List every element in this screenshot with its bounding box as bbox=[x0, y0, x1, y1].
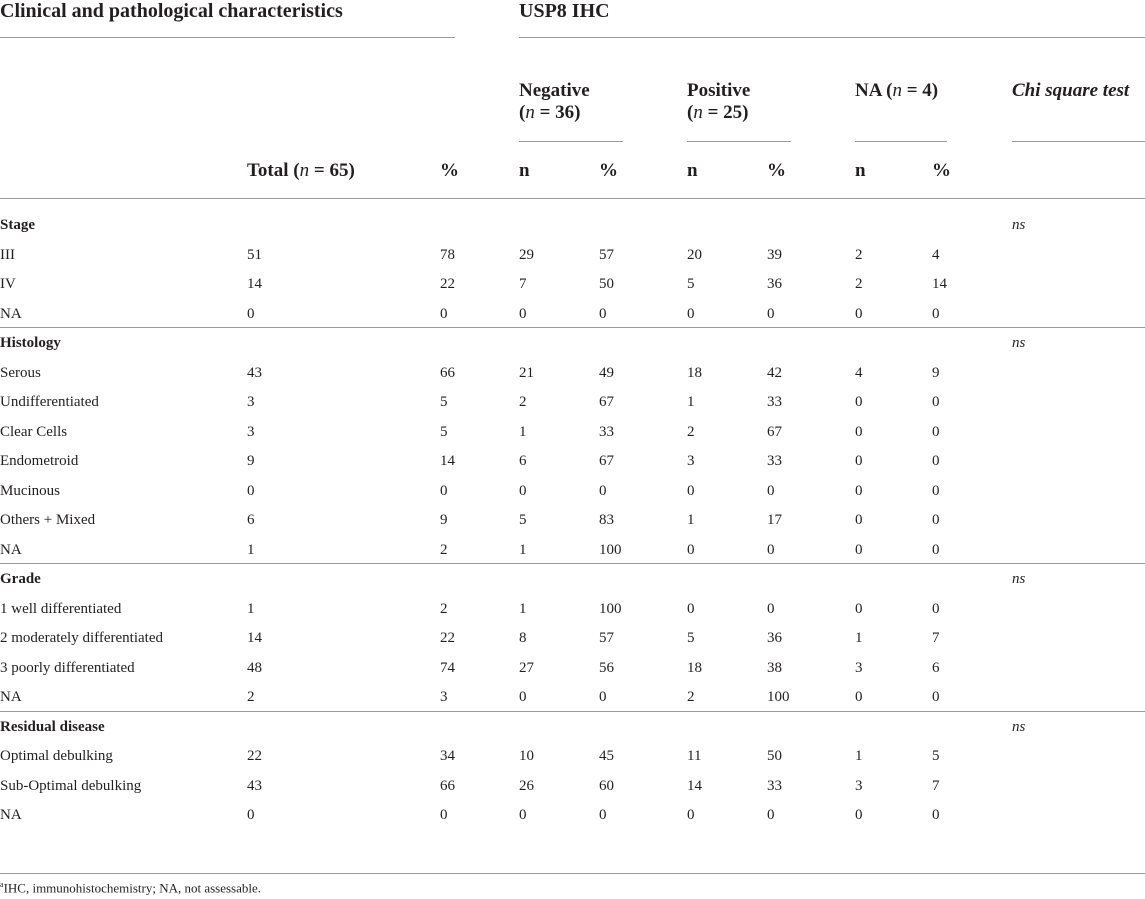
table-cell: 2 bbox=[855, 276, 863, 292]
table-cell: 3 bbox=[247, 423, 255, 440]
section-test-result: ns bbox=[1012, 335, 1026, 351]
table-cell: 100 bbox=[599, 600, 622, 617]
row-label: Undifferentiated bbox=[0, 394, 99, 410]
table-cell: 22 bbox=[247, 748, 262, 764]
table-cell: 14 bbox=[247, 276, 262, 292]
row-label: IV bbox=[0, 276, 16, 292]
table-cell: 0 bbox=[687, 305, 695, 322]
table-cell: 21 bbox=[519, 364, 534, 381]
table-cell: 0 bbox=[855, 394, 863, 410]
total-pct-header: % bbox=[440, 160, 459, 181]
table-cell: 36 bbox=[767, 276, 782, 292]
table-cell: 4 bbox=[855, 364, 863, 381]
na-pct-header: % bbox=[932, 160, 951, 181]
table-cell: 33 bbox=[599, 423, 614, 440]
table-cell: 1 bbox=[855, 630, 863, 646]
table-cell: 3 bbox=[440, 689, 448, 705]
table-cell: 67 bbox=[767, 423, 782, 440]
table-cell: 8 bbox=[519, 630, 527, 646]
table-cell: 29 bbox=[519, 246, 534, 263]
table-cell: 33 bbox=[767, 777, 782, 794]
table-cell: 14 bbox=[687, 777, 702, 794]
footnote-text: IHC, immunohistochemistry; NA, not assessable. bbox=[3, 880, 262, 896]
table-cell: 3 bbox=[855, 659, 863, 676]
table-cell: 0 bbox=[932, 541, 940, 558]
table-cell: 83 bbox=[599, 512, 614, 528]
table-cell: 33 bbox=[767, 394, 782, 410]
table-cell: 9 bbox=[932, 364, 940, 381]
negative-n-header: n bbox=[519, 160, 530, 181]
positive-n-header: n bbox=[687, 160, 698, 181]
table-cell: 0 bbox=[855, 600, 863, 617]
row-label: Mucinous bbox=[0, 482, 60, 499]
table-cell: 60 bbox=[599, 777, 614, 794]
row-label: III bbox=[0, 246, 15, 263]
row-label: Sub-Optimal debulking bbox=[0, 777, 142, 794]
table-cell: 57 bbox=[599, 246, 614, 263]
table-cell: 0 bbox=[855, 482, 863, 499]
table-cell: 78 bbox=[440, 246, 455, 263]
row-label: 1 well differentiated bbox=[0, 600, 122, 617]
table-cell: 27 bbox=[519, 659, 534, 676]
table-cell: 0 bbox=[519, 482, 527, 499]
table-cell: 0 bbox=[932, 423, 940, 440]
table-cell: 1 bbox=[247, 600, 255, 617]
table-cell: 1 bbox=[519, 600, 527, 617]
table-cell: 66 bbox=[440, 777, 455, 794]
table-cell: 5 bbox=[440, 394, 448, 410]
table-cell: 0 bbox=[855, 305, 863, 322]
table-cell: 50 bbox=[767, 748, 782, 764]
table-cell: 14 bbox=[247, 630, 262, 646]
table-cell: 0 bbox=[767, 541, 775, 558]
table-cell: 34 bbox=[440, 748, 455, 764]
table-cell: 43 bbox=[247, 364, 262, 381]
table-cell: 3 bbox=[855, 777, 863, 794]
table-cell: 5 bbox=[687, 276, 695, 292]
table-cell: 26 bbox=[519, 777, 534, 794]
table-cell: 14 bbox=[932, 276, 947, 292]
table-cell: 0 bbox=[855, 541, 863, 558]
table-cell: 0 bbox=[599, 305, 607, 322]
table-cell: 3 bbox=[247, 394, 255, 410]
section-divider bbox=[0, 563, 1145, 564]
table-cell: 2 bbox=[687, 423, 695, 440]
table-cell: 0 bbox=[440, 807, 448, 823]
table-cell: 2 bbox=[440, 541, 448, 558]
table-cell: 48 bbox=[247, 659, 262, 676]
table-cell: 18 bbox=[687, 364, 702, 381]
table-cell: 1 bbox=[855, 748, 863, 764]
table-cell: 0 bbox=[932, 453, 940, 469]
table-cell: 0 bbox=[440, 482, 448, 499]
table-cell: 0 bbox=[855, 423, 863, 440]
positive-n-label: (n = 25) bbox=[687, 102, 749, 123]
section-divider bbox=[0, 327, 1145, 328]
section-test-result: ns bbox=[1012, 718, 1026, 735]
table-cell: 56 bbox=[599, 659, 614, 676]
table-cell: 0 bbox=[687, 541, 695, 558]
table-cell: 2 bbox=[247, 689, 255, 705]
table-cell: 9 bbox=[247, 453, 255, 469]
section-title: Grade bbox=[0, 571, 41, 587]
table-cell: 6 bbox=[932, 659, 940, 676]
table-cell: 2 bbox=[440, 600, 448, 617]
row-label: NA bbox=[0, 305, 22, 322]
negative-label: Negative bbox=[519, 80, 590, 101]
table-cell: 0 bbox=[855, 689, 863, 705]
section-test-result: ns bbox=[1012, 217, 1026, 233]
row-label: Optimal debulking bbox=[0, 748, 113, 764]
table-cell: 7 bbox=[932, 630, 940, 646]
table-cell: 0 bbox=[767, 482, 775, 499]
table-cell: 0 bbox=[247, 305, 255, 322]
table-cell: 20 bbox=[687, 246, 702, 263]
table-cell: 0 bbox=[247, 482, 255, 499]
table-cell: 1 bbox=[687, 512, 695, 528]
table-cell: 0 bbox=[519, 689, 527, 705]
table-cell: 39 bbox=[767, 246, 782, 263]
row-label: Others + Mixed bbox=[0, 512, 96, 528]
table-cell: 0 bbox=[932, 689, 940, 705]
table-cell: 0 bbox=[932, 482, 940, 499]
negative-pct-header: % bbox=[599, 160, 618, 181]
table-cell: 51 bbox=[247, 246, 262, 263]
table-cell: 50 bbox=[599, 276, 614, 292]
table-cell: 2 bbox=[519, 394, 527, 410]
table-cell: 0 bbox=[599, 807, 607, 823]
negative-n-label: (n = 36) bbox=[519, 102, 581, 123]
table-cell: 66 bbox=[440, 364, 455, 381]
section-divider bbox=[0, 711, 1145, 712]
table-cell: 5 bbox=[440, 423, 448, 440]
table-cell: 1 bbox=[519, 541, 527, 558]
table-cell: 100 bbox=[767, 689, 790, 705]
table-cell: 0 bbox=[599, 482, 607, 499]
section-title: Histology bbox=[0, 335, 61, 351]
table-bottom-rule bbox=[0, 873, 1145, 874]
table-cell: 0 bbox=[519, 807, 527, 823]
row-label: 3 poorly differentiated bbox=[0, 659, 135, 676]
table-cell: 18 bbox=[687, 659, 702, 676]
table-cell: 1 bbox=[247, 541, 255, 558]
table-cell: 0 bbox=[932, 305, 940, 322]
table-cell: 36 bbox=[767, 630, 782, 646]
table-cell: 7 bbox=[932, 777, 940, 794]
table-cell: 9 bbox=[440, 512, 448, 528]
section-title: Stage bbox=[0, 217, 35, 233]
table-cell: 0 bbox=[440, 305, 448, 322]
table-cell: 0 bbox=[247, 807, 255, 823]
table-cell: 0 bbox=[687, 807, 695, 823]
row-label: NA bbox=[0, 689, 22, 705]
table-cell: 2 bbox=[687, 689, 695, 705]
table-header-left-title: Clinical and pathological characteristics bbox=[0, 0, 343, 22]
table-cell: 6 bbox=[247, 512, 255, 528]
table-cell: 6 bbox=[519, 453, 527, 469]
table-cell: 0 bbox=[767, 807, 775, 823]
table-cell: 10 bbox=[519, 748, 534, 764]
na-header: NA (n = 4) bbox=[855, 80, 939, 101]
positive-pct-header: % bbox=[767, 160, 786, 181]
table-cell: 0 bbox=[599, 689, 607, 705]
table-cell: 0 bbox=[932, 394, 940, 410]
table-cell: 4 bbox=[932, 246, 940, 263]
table-cell: 17 bbox=[767, 512, 782, 528]
table-cell: 5 bbox=[932, 748, 940, 764]
table-cell: 100 bbox=[599, 541, 622, 558]
section-test-result: ns bbox=[1012, 571, 1026, 587]
row-label: 2 moderately differentiated bbox=[0, 630, 163, 646]
table-cell: 5 bbox=[519, 512, 527, 528]
table-cell: 0 bbox=[687, 482, 695, 499]
footnote-mark: a bbox=[0, 880, 4, 889]
table-cell: 0 bbox=[767, 600, 775, 617]
table-cell: 0 bbox=[687, 600, 695, 617]
table-cell: 1 bbox=[687, 394, 695, 410]
row-label: NA bbox=[0, 807, 22, 823]
table-cell: 38 bbox=[767, 659, 782, 676]
table-cell: 0 bbox=[855, 807, 863, 823]
na-n-header: n bbox=[855, 160, 866, 181]
table-footnote bbox=[0, 880, 261, 896]
table-cell: 0 bbox=[932, 807, 940, 823]
table-cell: 22 bbox=[440, 630, 455, 646]
chi-square-header: Chi square test bbox=[1012, 80, 1130, 101]
table-cell: 33 bbox=[767, 453, 782, 469]
table-header-group-title: USP8 IHC bbox=[519, 0, 610, 22]
table-cell: 5 bbox=[687, 630, 695, 646]
table-cell: 57 bbox=[599, 630, 614, 646]
row-label: Serous bbox=[0, 364, 41, 381]
table-cell: 0 bbox=[932, 512, 940, 528]
table-cell: 1 bbox=[519, 423, 527, 440]
table-cell: 45 bbox=[599, 748, 614, 764]
table-cell: 43 bbox=[247, 777, 262, 794]
row-label: Clear Cells bbox=[0, 423, 68, 440]
total-header: Total (n = 65) bbox=[247, 160, 355, 181]
table-cell: 67 bbox=[599, 453, 614, 469]
table-cell: 0 bbox=[519, 305, 527, 322]
table-cell: 67 bbox=[599, 394, 614, 410]
row-label: Endometroid bbox=[0, 453, 79, 469]
table-cell: 3 bbox=[687, 453, 695, 469]
table-cell: 22 bbox=[440, 276, 455, 292]
table-cell: 2 bbox=[855, 246, 863, 263]
table-cell: 74 bbox=[440, 659, 455, 676]
table-cell: 0 bbox=[855, 512, 863, 528]
section-title: Residual disease bbox=[0, 718, 105, 735]
row-label: NA bbox=[0, 541, 22, 558]
positive-label: Positive bbox=[687, 80, 751, 101]
table-cell: 0 bbox=[767, 305, 775, 322]
table-cell: 7 bbox=[519, 276, 527, 292]
table-cell: 49 bbox=[599, 364, 614, 381]
table-cell: 0 bbox=[855, 453, 863, 469]
table-cell: 42 bbox=[767, 364, 782, 381]
table-cell: 0 bbox=[932, 600, 940, 617]
table-cell: 11 bbox=[687, 748, 702, 764]
table-cell: 14 bbox=[440, 453, 455, 469]
